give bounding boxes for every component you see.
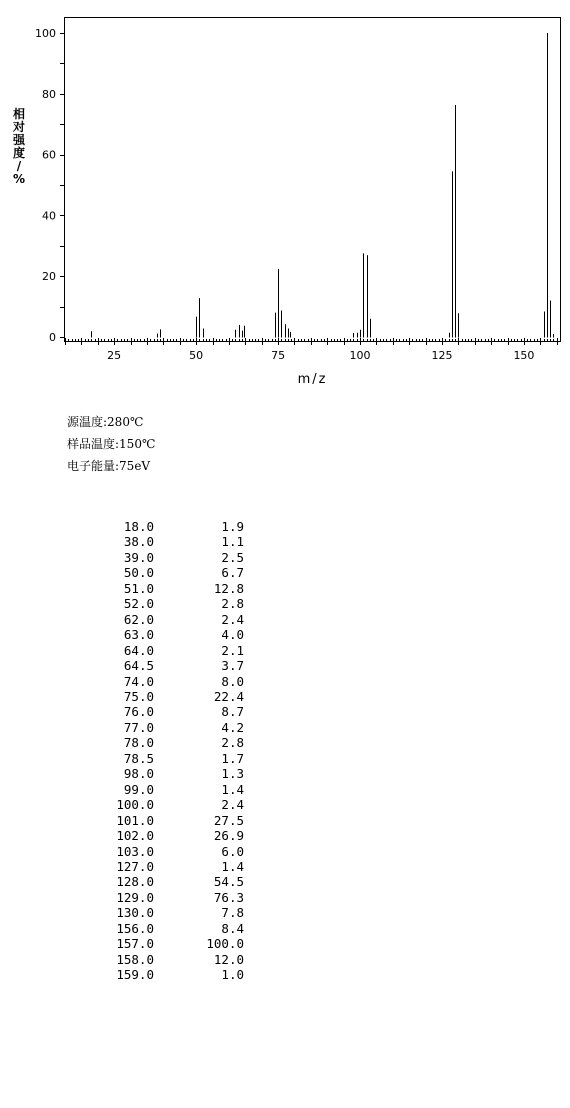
- table-row: [100, 890, 244, 905]
- chart-labels: [12, 27, 534, 387]
- table-row: [100, 581, 244, 596]
- intensity-value: 2.8: [221, 735, 244, 751]
- intensity-value: 1.4: [221, 858, 244, 874]
- intensity-value: 12.8: [213, 580, 244, 596]
- mz-value: 64.5: [123, 658, 154, 674]
- table-row: [100, 952, 244, 967]
- intensity-value: 22.4: [213, 688, 244, 704]
- mz-value: 50.0: [123, 565, 154, 581]
- table-row: [100, 766, 244, 781]
- mz-value: 101.0: [116, 812, 154, 828]
- table-row: [100, 813, 244, 828]
- intensity-value: 26.9: [213, 828, 244, 844]
- mz-value: 128.0: [116, 874, 154, 890]
- chart-bars: [92, 33, 554, 338]
- mz-value: 158.0: [116, 951, 154, 967]
- mz-value: 51.0: [123, 580, 154, 596]
- x-tick-label: 50: [189, 349, 204, 362]
- table-row: [100, 859, 244, 874]
- mz-value: 99.0: [123, 781, 154, 797]
- intensity-value: 2.5: [221, 549, 244, 565]
- intensity-value: 2.4: [221, 797, 244, 813]
- table-row: [100, 565, 244, 580]
- intensity-value: 7.8: [221, 905, 244, 921]
- y-tick-label: 60: [42, 148, 56, 162]
- mz-value: 52.0: [123, 596, 154, 612]
- mz-value: 100.0: [116, 797, 154, 813]
- chart-axes: [60, 18, 561, 346]
- electron-energy: 电子能量:75eV: [67, 459, 151, 473]
- table-row: [100, 828, 244, 843]
- y-tick-label: 100: [35, 27, 56, 40]
- intensity-value: 8.4: [221, 920, 244, 936]
- mz-value: 74.0: [123, 673, 154, 689]
- table-row: [100, 720, 244, 735]
- table-row: [100, 643, 244, 658]
- mz-value: 75.0: [123, 688, 154, 704]
- x-tick-label: 75: [271, 349, 286, 362]
- mz-value: 39.0: [123, 549, 154, 565]
- table-row: [100, 534, 244, 549]
- table-row: [100, 735, 244, 750]
- mz-value: 130.0: [116, 905, 154, 921]
- intensity-value: 1.7: [221, 750, 244, 766]
- y-axis-label: 相对强度/ %: [12, 107, 26, 186]
- table-row: [100, 751, 244, 766]
- intensity-value: 8.7: [221, 704, 244, 720]
- y-tick-label: 20: [42, 270, 56, 284]
- table-row: [100, 797, 244, 812]
- mz-value: 156.0: [116, 920, 154, 936]
- mz-value: 103.0: [116, 843, 154, 859]
- intensity-value: 2.4: [221, 611, 244, 627]
- mass-spectrum-chart: [0, 0, 570, 392]
- mz-value: 127.0: [116, 858, 154, 874]
- table-row: [100, 905, 244, 920]
- table-row: [100, 658, 244, 673]
- table-row: [100, 844, 244, 859]
- mz-value: 129.0: [116, 889, 154, 905]
- mz-value: 159.0: [116, 967, 154, 983]
- table-row: [100, 874, 244, 889]
- mz-value: 102.0: [116, 828, 154, 844]
- intensity-value: 4.0: [221, 627, 244, 643]
- y-tick-label: 0: [49, 331, 56, 344]
- mz-value: 157.0: [116, 936, 154, 952]
- intensity-value: 1.9: [221, 519, 244, 534]
- x-axis-label: m/z: [297, 372, 328, 387]
- intensity-value: 100.0: [206, 936, 244, 952]
- y-tick-label: 80: [42, 87, 56, 101]
- intensity-value: 2.1: [221, 642, 244, 658]
- mz-value: 64.0: [123, 642, 154, 658]
- table-row: [100, 936, 244, 951]
- mz-value: 78.5: [123, 750, 154, 766]
- table-row: [100, 704, 244, 719]
- intensity-value: 6.0: [221, 843, 244, 859]
- intensity-value: 76.3: [213, 889, 244, 905]
- table-row: [100, 612, 244, 627]
- table-row: [100, 689, 244, 704]
- intensity-value: 1.3: [221, 766, 244, 782]
- x-tick-label: 100: [349, 349, 371, 362]
- intensity-value: 8.0: [221, 673, 244, 689]
- mz-value: 76.0: [123, 704, 154, 720]
- y-tick-label: 40: [42, 209, 56, 223]
- table-row: [100, 550, 244, 565]
- mz-value: 18.0: [123, 519, 154, 534]
- table-row: [100, 967, 244, 982]
- intensity-value: 12.0: [213, 951, 244, 967]
- intensity-value: 27.5: [213, 812, 244, 828]
- intensity-value: 1.0: [221, 967, 244, 983]
- table-row: [100, 519, 244, 534]
- mz-value: 77.0: [123, 719, 154, 735]
- intensity-value: 4.2: [221, 719, 244, 735]
- mz-value: 78.0: [123, 735, 154, 751]
- intensity-value: 1.1: [221, 534, 244, 550]
- source-temperature: 源温度:280℃: [67, 415, 144, 429]
- intensity-value: 6.7: [221, 565, 244, 581]
- x-tick-label: 25: [107, 349, 122, 362]
- mz-value: 38.0: [123, 534, 154, 550]
- table-row: [100, 921, 244, 936]
- intensity-value: 1.4: [221, 781, 244, 797]
- intensity-value: 3.7: [221, 658, 244, 674]
- table-row: [100, 782, 244, 797]
- mz-value: 98.0: [123, 766, 154, 782]
- x-tick-label: 125: [431, 349, 453, 362]
- x-tick-label: 150: [513, 349, 535, 362]
- intensity-value: 2.8: [221, 596, 244, 612]
- sample-temperature: 样品温度:150℃: [67, 437, 156, 451]
- table-row: [100, 674, 244, 689]
- mz-value: 62.0: [123, 611, 154, 627]
- mz-value: 63.0: [123, 627, 154, 643]
- peak-table: [100, 519, 244, 983]
- plot-frame: [65, 18, 561, 342]
- table-row: [100, 596, 244, 611]
- acquisition-conditions: [67, 411, 155, 477]
- intensity-value: 54.5: [213, 874, 244, 890]
- table-row: [100, 627, 244, 642]
